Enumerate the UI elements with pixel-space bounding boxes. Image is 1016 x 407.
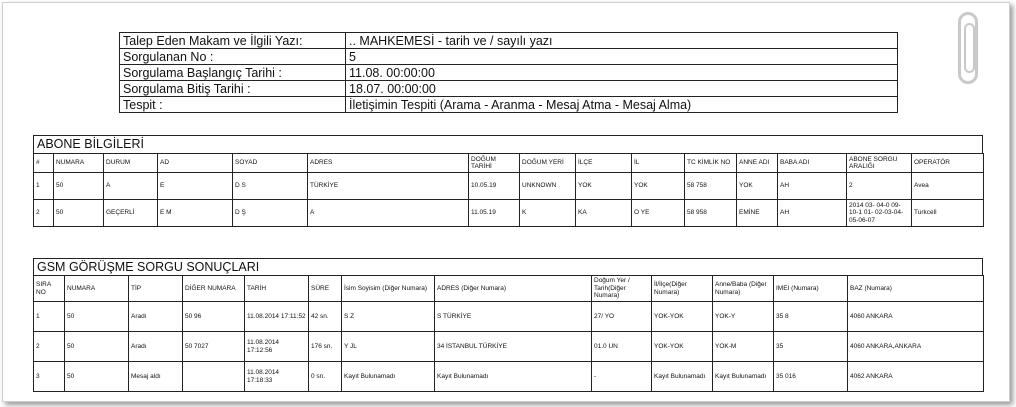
gsm-cell: 2	[34, 332, 65, 362]
gsm-column-header: DİĞER NUMARA	[183, 276, 245, 302]
gsm-cell: YOK-M	[713, 332, 774, 362]
gsm-cell: 42 sn.	[309, 302, 342, 332]
subscriber-section-title: ABONE BİLGİLERİ	[33, 135, 983, 153]
gsm-cell: 34 İSTANBUL TÜRKİYE	[435, 332, 592, 362]
request-row	[120, 49, 898, 65]
subscriber-cell: K	[520, 200, 576, 227]
request-info-table	[119, 32, 898, 113]
request-row	[120, 65, 898, 81]
request-value: .. MAHKEMESİ - tarih ve / sayılı yazı	[346, 33, 898, 49]
request-row	[120, 97, 898, 113]
gsm-cell: 11.08.2014 17:11:52	[245, 302, 309, 332]
gsm-cell: YOK-Y	[713, 302, 774, 332]
gsm-cell: 11.08.2014 17:18:33	[245, 362, 309, 392]
gsm-column-header: SÜRE	[309, 276, 342, 302]
gsm-cell: 50 7027	[183, 332, 245, 362]
subscriber-column-header: İLÇE	[576, 154, 632, 173]
gsm-cell: 01.0 UN	[592, 332, 652, 362]
subscriber-column-header: DOĞUM YERİ	[520, 154, 576, 173]
subscriber-cell: YOK	[576, 173, 632, 200]
subscriber-cell: 10.05.19	[469, 173, 520, 200]
paperclip-icon	[958, 12, 978, 84]
request-value: 18.07. 00:00:00	[346, 81, 898, 97]
subscriber-cell: 50	[54, 200, 104, 227]
gsm-cell: -	[592, 362, 652, 392]
gsm-column-header: Doğum Yer / Tarih(Diğer Numara)	[592, 276, 652, 302]
request-label: Sorgulanan No :	[120, 49, 346, 65]
gsm-cell: 27/ YO	[592, 302, 652, 332]
subscriber-cell: EMİNE	[737, 200, 778, 227]
gsm-cell: 35	[774, 332, 848, 362]
subscriber-column-header: DURUM	[104, 154, 158, 173]
subscriber-cell: YOK	[737, 173, 778, 200]
subscriber-cell: GEÇERLİ	[104, 200, 158, 227]
subscriber-cell: AH	[778, 173, 847, 200]
gsm-column-header: BAZ (Numara)	[848, 276, 984, 302]
request-value: 5	[346, 49, 898, 65]
subscriber-cell: O YE	[632, 200, 685, 227]
gsm-cell: 35 8	[774, 302, 848, 332]
subscriber-cell: YOK	[632, 173, 685, 200]
gsm-cell: Aradı	[129, 332, 183, 362]
subscriber-column-header: OPERATÖR	[912, 154, 984, 173]
gsm-cell: Mesaj aldı	[129, 362, 183, 392]
subscriber-cell: 1	[34, 173, 54, 200]
subscriber-column-header: #	[34, 154, 54, 173]
subscriber-cell: E M	[158, 200, 233, 227]
subscriber-row	[34, 200, 984, 227]
gsm-cell: 3	[34, 362, 65, 392]
subscriber-cell: TÜRKİYE	[308, 173, 469, 200]
gsm-section-title: GSM GÖRÜŞME SORGU SONUÇLARI	[33, 258, 983, 275]
request-value: 11.08. 00:00:00	[346, 65, 898, 81]
gsm-cell: 11.08.2014 17:12:56	[245, 332, 309, 362]
gsm-cell: Kayıt Bulunamadı	[713, 362, 774, 392]
gsm-cell: YOK-YOK	[652, 332, 713, 362]
subscriber-cell: Turkcell	[912, 200, 984, 227]
subscriber-cell: UNKNOWN	[520, 173, 576, 200]
gsm-cell: S TÜRKİYE	[435, 302, 592, 332]
gsm-column-header: SIRA NO	[34, 276, 65, 302]
gsm-cell: 50	[65, 362, 129, 392]
request-label: Tespit :	[120, 97, 346, 113]
subscriber-row	[34, 173, 984, 200]
subscriber-table	[33, 153, 984, 227]
request-label: Talep Eden Makam ve İlgili Yazı:	[120, 33, 346, 49]
subscriber-column-header: ABONE SORGU ARALIĞI	[847, 154, 912, 173]
gsm-cell: 1	[34, 302, 65, 332]
gsm-cell: 50 96	[183, 302, 245, 332]
gsm-cell: Kayıt Bulunamadı	[652, 362, 713, 392]
gsm-column-header: TİP	[129, 276, 183, 302]
gsm-row	[34, 302, 984, 332]
subscriber-column-header: İL	[632, 154, 685, 173]
request-row	[120, 81, 898, 97]
subscriber-column-header: NUMARA	[54, 154, 104, 173]
gsm-row	[34, 362, 984, 392]
gsm-column-header: İsim Soyisim (Diğer Numara)	[342, 276, 435, 302]
gsm-cell: YOK-YOK	[652, 302, 713, 332]
gsm-cell	[183, 362, 245, 392]
request-label: Sorgulama Başlangıç Tarihi :	[120, 65, 346, 81]
gsm-column-header: NUMARA	[65, 276, 129, 302]
subscriber-cell: E	[158, 173, 233, 200]
subscriber-cell: D Ş	[233, 200, 308, 227]
gsm-row	[34, 332, 984, 362]
gsm-cell: Y JL	[342, 332, 435, 362]
subscriber-cell: A	[104, 173, 158, 200]
subscriber-cell: AH	[778, 200, 847, 227]
gsm-results-table	[33, 275, 984, 392]
gsm-cell: 4060 ANKARA	[848, 302, 984, 332]
subscriber-cell: 2	[847, 173, 912, 200]
subscriber-column-header: DOĞUM TARİHİ	[469, 154, 520, 173]
subscriber-cell: D S	[233, 173, 308, 200]
request-row	[120, 33, 898, 49]
gsm-column-header: IMEI (Numara)	[774, 276, 848, 302]
gsm-cell: 50	[65, 332, 129, 362]
gsm-column-header: ADRES (Diğer Numara)	[435, 276, 592, 302]
subscriber-cell: A	[308, 200, 469, 227]
gsm-cell: 50	[65, 302, 129, 332]
gsm-column-header: Anne/Baba (Diğer Numara)	[713, 276, 774, 302]
subscriber-cell: 2014 03- 04-0 09- 10-1 01- 02-03-04-05-06-07	[847, 200, 912, 227]
gsm-cell: Kayıt Bulunamadı	[435, 362, 592, 392]
gsm-cell: 0 sn.	[309, 362, 342, 392]
gsm-cell: 4062 ANKARA	[848, 362, 984, 392]
subscriber-column-header: AD	[158, 154, 233, 173]
subscriber-column-header: SOYAD	[233, 154, 308, 173]
subscriber-cell: 58 958	[685, 200, 737, 227]
subscriber-cell: 2	[34, 200, 54, 227]
subscriber-cell: KA	[576, 200, 632, 227]
subscriber-column-header: BABA ADI	[778, 154, 847, 173]
request-label: Sorgulama Bitiş Tarihi :	[120, 81, 346, 97]
gsm-column-header: TARİH	[245, 276, 309, 302]
subscriber-cell: 50	[54, 173, 104, 200]
subscriber-cell: 11.05.19	[469, 200, 520, 227]
gsm-cell: Kayıt Bulunamadı	[342, 362, 435, 392]
request-value: İletişimin Tespiti (Arama - Aranma - Mesaj Atma - Mesaj Alma)	[346, 97, 898, 113]
gsm-cell: S Z	[342, 302, 435, 332]
gsm-cell: 35 016	[774, 362, 848, 392]
gsm-cell: Aradı	[129, 302, 183, 332]
subscriber-cell: Avea	[912, 173, 984, 200]
gsm-cell: 176 sn.	[309, 332, 342, 362]
subscriber-cell: 58 758	[685, 173, 737, 200]
subscriber-column-header: TC KİMLİK NO	[685, 154, 737, 173]
gsm-column-header: İl/İlçe(Diğer Numara)	[652, 276, 713, 302]
subscriber-column-header: ANNE ADI	[737, 154, 778, 173]
subscriber-column-header: ADRES	[308, 154, 469, 173]
gsm-cell: 4060 ANKARA,ANKARA	[848, 332, 984, 362]
